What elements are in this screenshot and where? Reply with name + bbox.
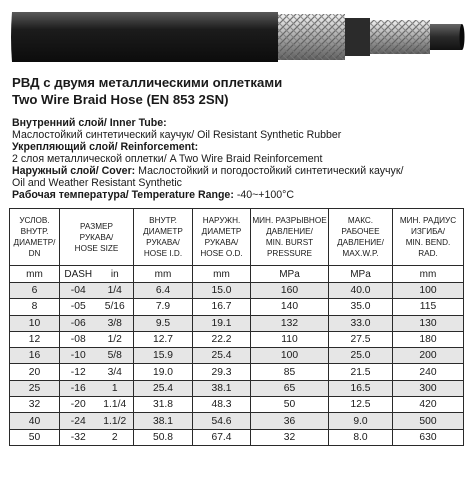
table-cell: 40	[10, 413, 60, 429]
table-cell: 50.8	[134, 429, 193, 445]
table-cell: -04	[60, 283, 97, 299]
table-cell: 16.7	[193, 299, 251, 315]
table-cell: -12	[60, 364, 97, 380]
table-cell: 1	[97, 380, 134, 396]
table-row	[10, 413, 464, 429]
table-cell: 3/4	[97, 364, 134, 380]
header-working-pressure: МАКС. РАБОЧЕЕ ДАВЛЕНИЕ/ MAX.W.P.	[329, 209, 393, 266]
table-cell: 6.4	[134, 283, 193, 299]
table-cell: 1/4	[97, 283, 134, 299]
table-row	[10, 364, 464, 380]
table-header-row	[10, 209, 464, 266]
table-cell: 27.5	[329, 331, 393, 347]
table-cell: 300	[393, 380, 464, 396]
table-cell: 36	[251, 413, 329, 429]
table-cell: 132	[251, 315, 329, 331]
table-units-row	[10, 266, 464, 283]
table-cell: -05	[60, 299, 97, 315]
table-cell: 50	[251, 397, 329, 413]
table-cell: 85	[251, 364, 329, 380]
table-cell: 5/16	[97, 299, 134, 315]
table-cell: 1.1/2	[97, 413, 134, 429]
table-row	[10, 397, 464, 413]
table-cell: 630	[393, 429, 464, 445]
table-cell: 67.4	[193, 429, 251, 445]
table-row	[10, 315, 464, 331]
table-cell: 1/2	[97, 331, 134, 347]
table-row	[10, 380, 464, 396]
header-inner-diameter: УСЛОВ. ВНУТР. ДИАМЕТР/ DN	[10, 209, 60, 266]
table-cell: 15.0	[193, 283, 251, 299]
table-cell: 32	[10, 397, 60, 413]
table-cell: 9.0	[329, 413, 393, 429]
header-hose-id: ВНУТР. ДИАМЕТР РУКАВА/ HOSE I.D.	[134, 209, 193, 266]
table-cell: 25.4	[193, 348, 251, 364]
header-hose-od: НАРУЖН. ДИАМЕТР РУКАВА/ HOSE O.D.	[193, 209, 251, 266]
table-cell: 9.5	[134, 315, 193, 331]
table-cell: -20	[60, 397, 97, 413]
table-cell: 38.1	[134, 413, 193, 429]
table-cell: -08	[60, 331, 97, 347]
header-hose-size: РАЗМЕР РУКАВА/ HOSE SIZE	[60, 209, 134, 266]
table-cell: 500	[393, 413, 464, 429]
table-cell: 100	[251, 348, 329, 364]
table-cell: 160	[251, 283, 329, 299]
spec-temperature-line: Рабочая температура/ Temperature Range: -40~+100°C	[12, 189, 295, 201]
table-cell: 12.7	[134, 331, 193, 347]
table-row	[10, 348, 464, 364]
table-cell: 100	[393, 283, 464, 299]
table-cell: 200	[393, 348, 464, 364]
table-cell: 115	[393, 299, 464, 315]
unit-cell: MPa	[329, 266, 393, 283]
header-bend-radius: МИН. РАДИУС ИЗГИБА/ MIN. BEND. RAD.	[393, 209, 464, 266]
table-cell: -10	[60, 348, 97, 364]
table-cell: 16.5	[329, 380, 393, 396]
table-cell: 20	[10, 364, 60, 380]
table-cell: 180	[393, 331, 464, 347]
spec-inner-tube-value: Маслостойкий синтетический каучук/ Oil Resistant Synthetic Rubber	[12, 129, 342, 141]
title-russian: РВД с двумя металлическими оплетками	[12, 75, 283, 90]
table-cell: 32	[251, 429, 329, 445]
table-cell: 19.1	[193, 315, 251, 331]
table-cell: 110	[251, 331, 329, 347]
spec-reinforcement-value: 2 слоя металлической оплетки/ A Two Wire Braid Reinforcement	[12, 153, 323, 165]
hose-spec-table	[9, 208, 464, 446]
table-cell: 12.5	[329, 397, 393, 413]
spec-inner-tube-label: Внутренний слой/ Inner Tube:	[12, 117, 167, 129]
table-cell: 21.5	[329, 364, 393, 380]
table-cell: 25.4	[134, 380, 193, 396]
table-cell: 35.0	[329, 299, 393, 315]
table-cell: 15.9	[134, 348, 193, 364]
table-cell: 240	[393, 364, 464, 380]
unit-cell: in	[97, 266, 134, 283]
table-cell: -16	[60, 380, 97, 396]
table-cell: 19.0	[134, 364, 193, 380]
table-cell: 25.0	[329, 348, 393, 364]
table-cell: -32	[60, 429, 97, 445]
hose-illustration	[10, 6, 465, 68]
table-row	[10, 299, 464, 315]
table-row	[10, 429, 464, 445]
spec-cover-line: Наружный слой/ Cover: Маслостойкий и погодостойкий синтетический каучук/	[12, 165, 404, 177]
table-row	[10, 283, 464, 299]
table-cell: 25	[10, 380, 60, 396]
table-cell: 54.6	[193, 413, 251, 429]
header-burst-pressure: МИН. РАЗРЫВНОЕ ДАВЛЕНИЕ/ MIN. BURST PRESSURE	[251, 209, 329, 266]
unit-cell: mm	[10, 266, 60, 283]
table-cell: 1.1/4	[97, 397, 134, 413]
unit-cell: mm	[193, 266, 251, 283]
table-cell: 29.3	[193, 364, 251, 380]
table-cell: 130	[393, 315, 464, 331]
table-cell: 420	[393, 397, 464, 413]
table-cell: 22.2	[193, 331, 251, 347]
title-english: Two Wire Braid Hose (EN 853 2SN)	[12, 92, 229, 107]
table-cell: 16	[10, 348, 60, 364]
table-cell: -06	[60, 315, 97, 331]
unit-cell: mm	[134, 266, 193, 283]
table-cell: 2	[97, 429, 134, 445]
table-cell: 7.9	[134, 299, 193, 315]
table-cell: 31.8	[134, 397, 193, 413]
table-cell: 6	[10, 283, 60, 299]
table-cell: 140	[251, 299, 329, 315]
table-cell: 3/8	[97, 315, 134, 331]
unit-cell: MPa	[251, 266, 329, 283]
table-cell: 40.0	[329, 283, 393, 299]
table-cell: 65	[251, 380, 329, 396]
table-cell: 33.0	[329, 315, 393, 331]
table-cell: 48.3	[193, 397, 251, 413]
table-cell: 8	[10, 299, 60, 315]
spec-reinforcement-label: Укрепляющий слой/ Reinforcement:	[12, 141, 199, 153]
unit-cell: DASH	[60, 266, 97, 283]
table-cell: 5/8	[97, 348, 134, 364]
table-row	[10, 331, 464, 347]
table-cell: 10	[10, 315, 60, 331]
table-cell: 8.0	[329, 429, 393, 445]
table-cell: 12	[10, 331, 60, 347]
spec-cover-value-2: Oil and Weather Resistant Synthetic	[12, 177, 182, 189]
table-cell: -24	[60, 413, 97, 429]
table-cell: 38.1	[193, 380, 251, 396]
table-cell: 50	[10, 429, 60, 445]
unit-cell: mm	[393, 266, 464, 283]
